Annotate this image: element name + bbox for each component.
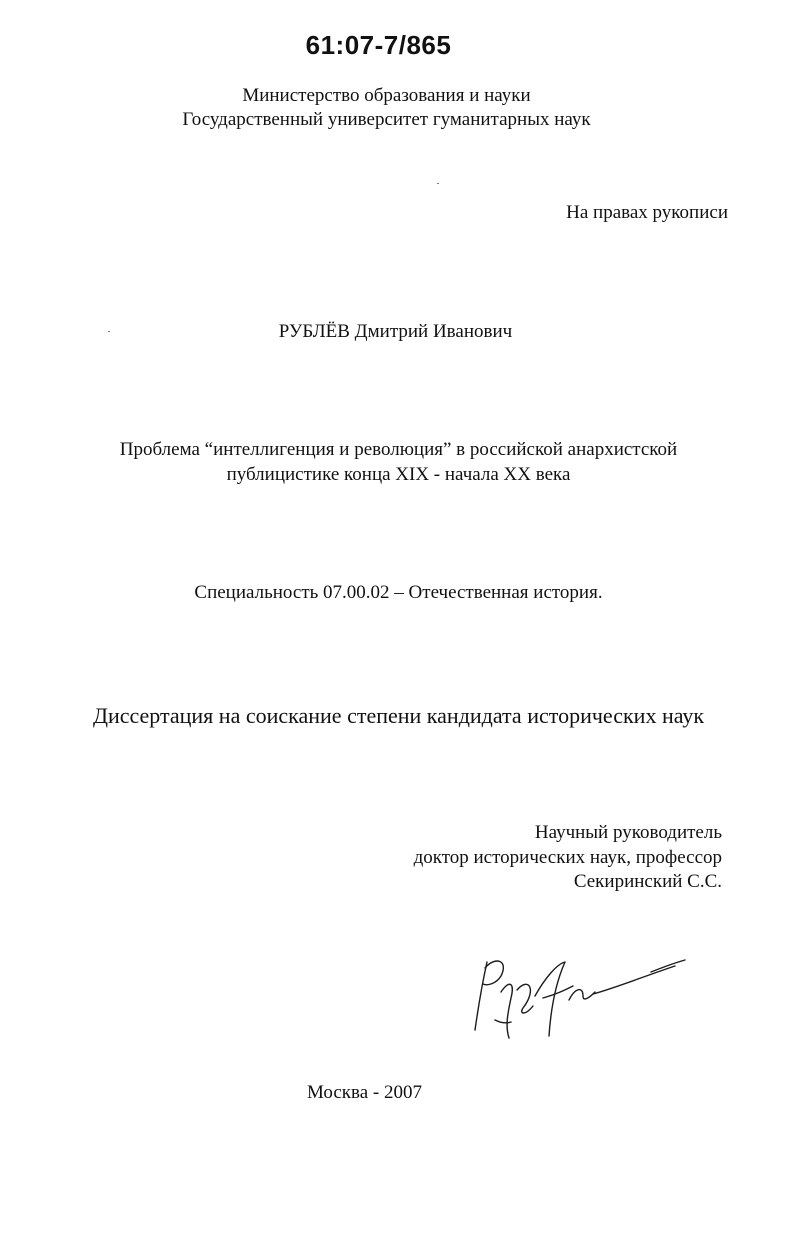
archive-code: 61:07-7/865: [305, 30, 452, 60]
supervisor-role: Научный руководитель: [534, 822, 722, 843]
specialty: Специальность 07.00.02 – Отечественная история.: [194, 582, 603, 603]
scan-speck: [437, 183, 439, 184]
supervisor-degree: доктор исторических наук, профессор: [413, 847, 722, 868]
signature-icon: [465, 950, 695, 1045]
city-year: Москва - 2007: [306, 1082, 423, 1103]
thesis-title-line-2: публицистике конца XIX - начала XX века: [226, 464, 571, 485]
manuscript-note: На правах рукописи: [566, 202, 728, 223]
ministry-name: Министерство образования и науки: [242, 85, 531, 106]
author-name: РУБЛЁВ Дмитрий Иванович: [278, 321, 513, 342]
dissertation-degree: Диссертация на соискание степени кандидата исторических наук: [92, 703, 705, 728]
thesis-title-line-1: Проблема “интеллигенция и революция” в российской анархистской: [119, 439, 678, 460]
university-name: Государственный университет гуманитарных наук: [182, 109, 591, 130]
supervisor-name: Секиринский С.С.: [573, 871, 722, 892]
